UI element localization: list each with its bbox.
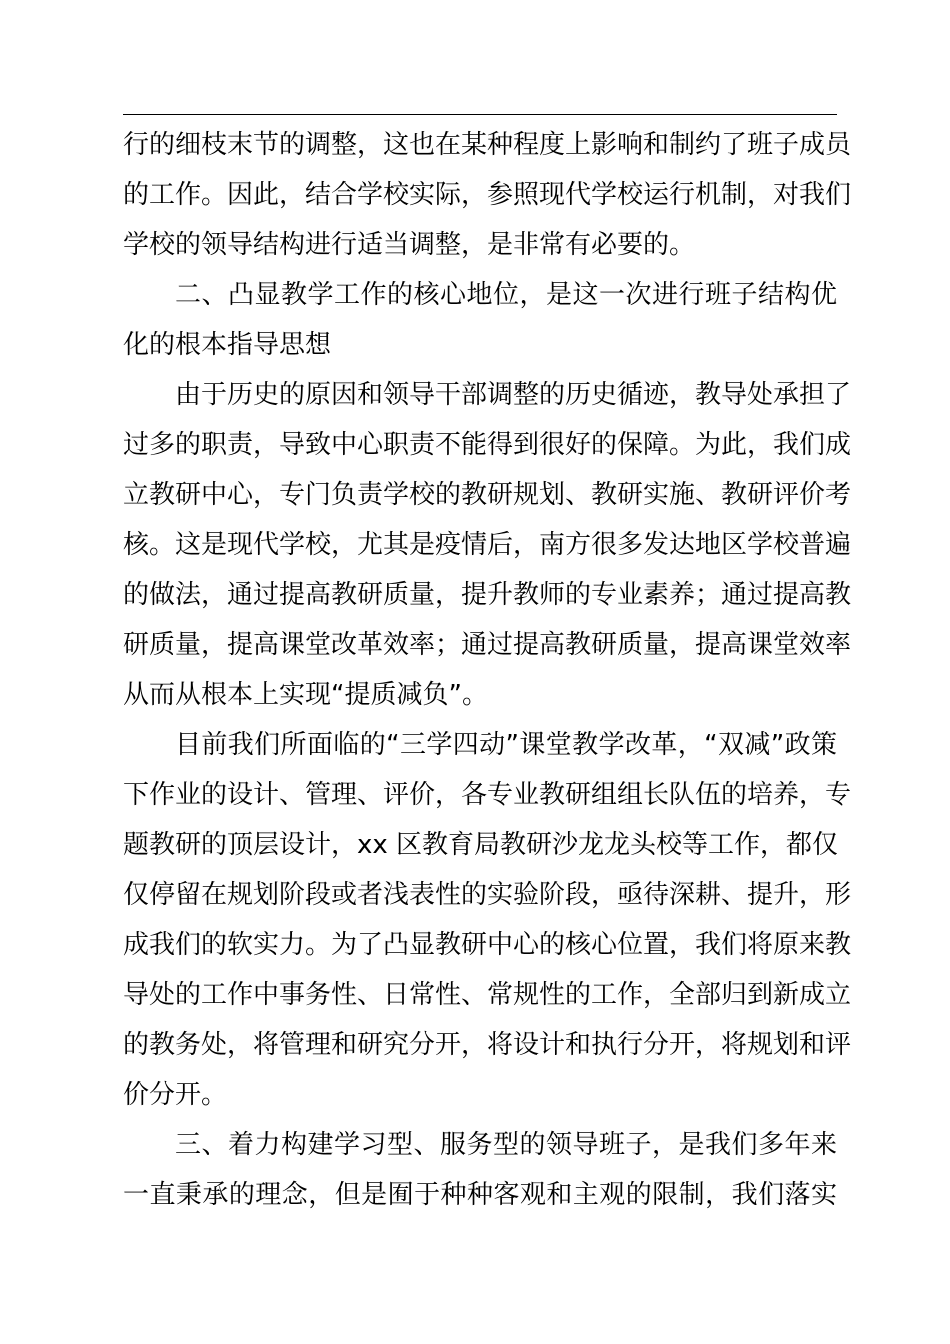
text-line: 学校的领导结构进行适当调整，是非常有必要的。: [123, 230, 696, 260]
text-line: 题教研的顶层设计，xx 区教育局教研沙龙龙头校等工作，都仅: [123, 830, 839, 860]
header-rule: [123, 114, 837, 115]
text-line: 核。这是现代学校，尤其是疫情后，南方很多发达地区学校普遍: [123, 530, 852, 560]
section-heading-line: 化的根本指导思想: [123, 330, 332, 360]
section-heading-line: 三、着力构建学习型、服务型的领导班子，是我们多年来: [175, 1130, 837, 1160]
text-line: 从而从根本上实现“提质减负”。: [123, 680, 488, 710]
text-line: 价分开。: [123, 1080, 228, 1110]
text-line: 一直秉承的理念，但是囿于种种客观和主观的限制，我们落实: [123, 1180, 837, 1210]
text-line: 研质量，提高课堂改革效率；通过提高教研质量，提高课堂效率: [123, 630, 852, 660]
text-line: 导处的工作中事务性、日常性、常规性的工作，全部归到新成立: [123, 980, 852, 1010]
text-line: 下作业的设计、管理、评价，各专业教研组组长队伍的培养，专: [123, 780, 852, 810]
text-line: 行的细枝末节的调整，这也在某种程度上影响和制约了班子成员: [123, 130, 852, 160]
text-line: 成我们的软实力。为了凸显教研中心的核心位置，我们将原来教: [123, 930, 852, 960]
text-line: 过多的职责，导致中心职责不能得到很好的保障。为此，我们成: [123, 430, 852, 460]
section-heading-line: 二、凸显教学工作的核心地位，是这一次进行班子结构优: [175, 280, 837, 310]
text-line: 仅停留在规划阶段或者浅表性的实验阶段，亟待深耕、提升，形: [123, 880, 852, 910]
text-line: 目前我们所面临的“三学四动”课堂教学改革，“双减”政策: [175, 730, 837, 760]
text-line: 的工作。因此，结合学校实际，参照现代学校运行机制，对我们: [123, 180, 852, 210]
text-line: 的做法，通过提高教研质量，提升教师的专业素养；通过提高教: [123, 580, 852, 610]
text-line: 立教研中心，专门负责学校的教研规划、教研实施、教研评价考: [123, 480, 852, 510]
text-line: 的教务处，将管理和研究分开，将设计和执行分开，将规划和评: [123, 1030, 852, 1060]
text-line: 由于历史的原因和领导干部调整的历史循迹，教导处承担了: [175, 380, 852, 410]
